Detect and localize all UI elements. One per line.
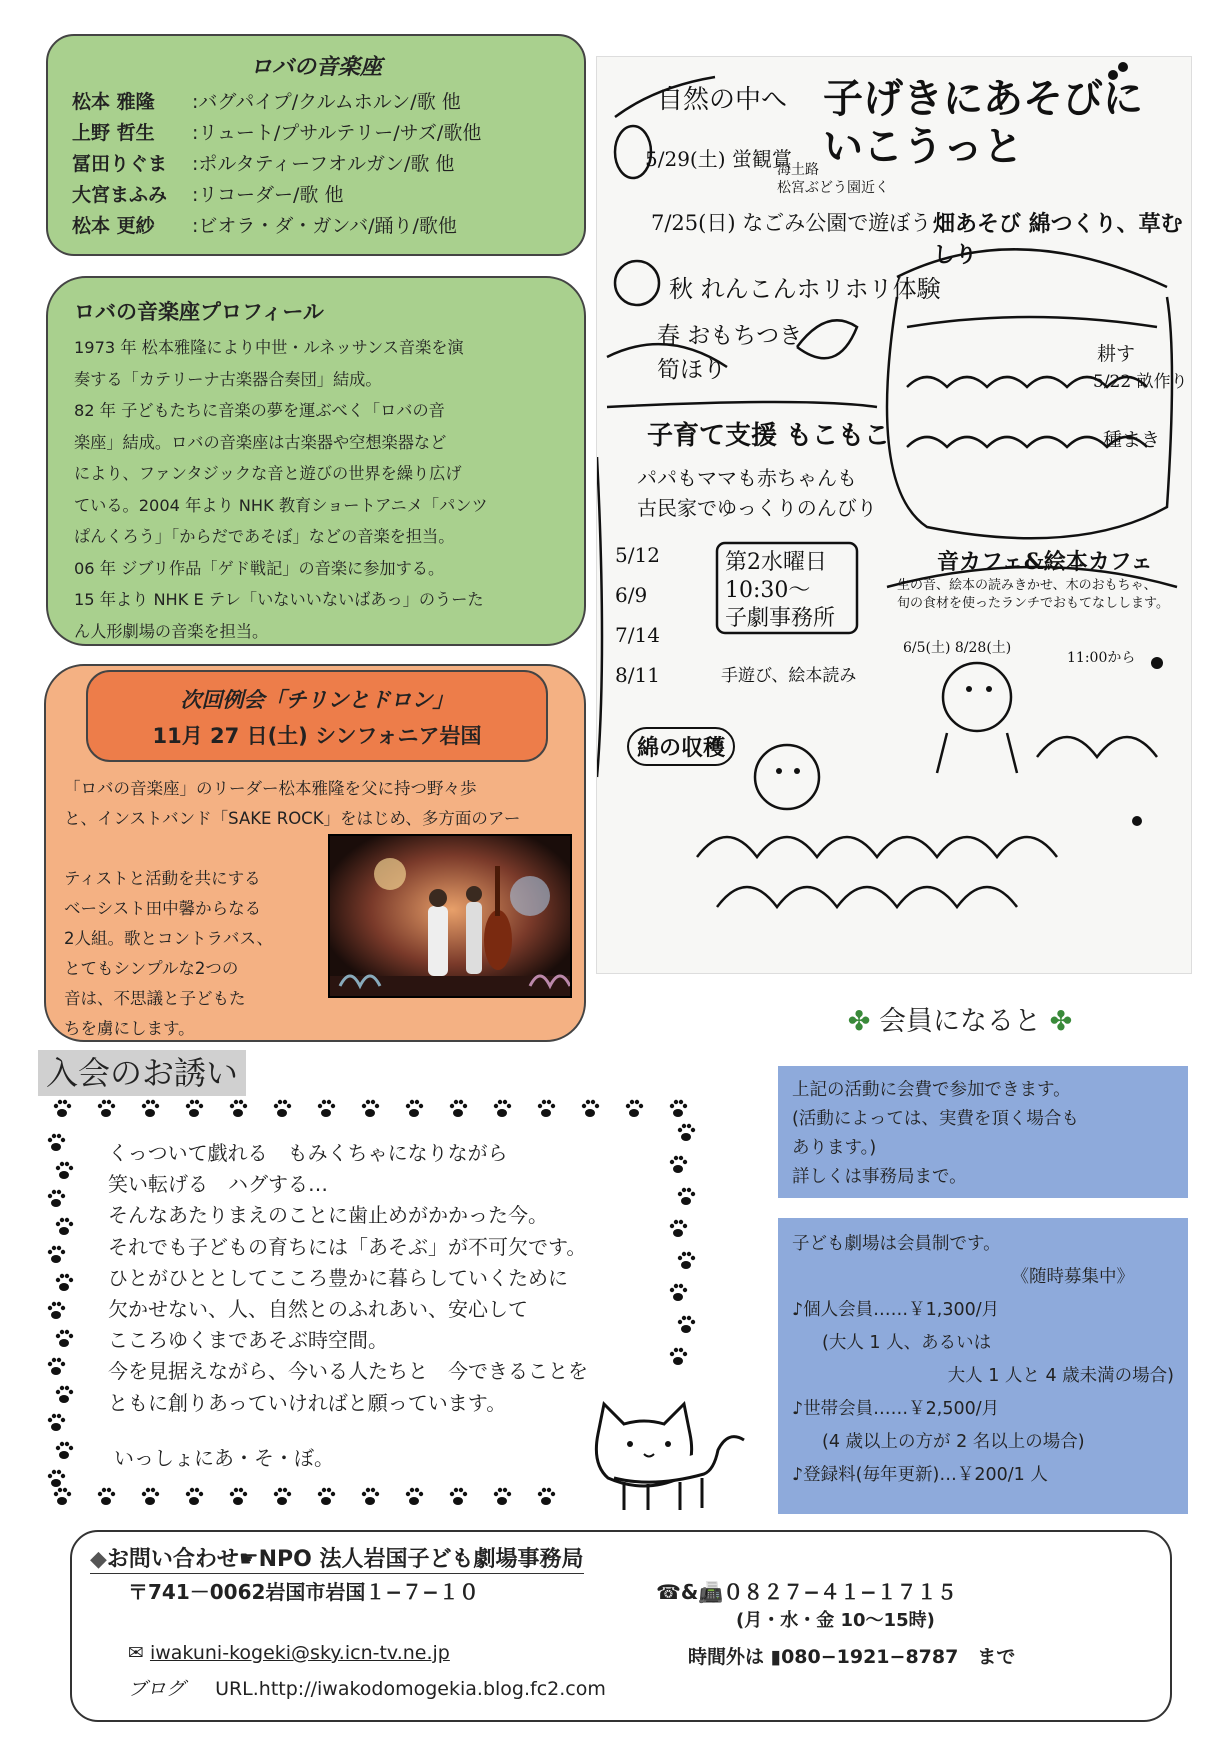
paw-print-icon xyxy=(406,1100,423,1117)
paw-print-icon xyxy=(318,1488,335,1505)
childcare-support-title: 子育て支援 もこもこ xyxy=(647,421,891,451)
paw-print-icon xyxy=(186,1100,203,1117)
members-title: ロバの音楽座 xyxy=(249,55,382,80)
paw-print-icon xyxy=(362,1100,379,1117)
paw-print-icon xyxy=(678,1188,695,1205)
individual-fee: ♪個人会員……￥1,300/月 xyxy=(792,1300,1000,1320)
paw-print-icon xyxy=(450,1100,467,1117)
profile-box xyxy=(46,276,586,646)
membership-fee-box xyxy=(778,1218,1188,1514)
paw-print-icon xyxy=(538,1488,555,1505)
invitation-closing: いっしょにあ・そ・ぼ。 xyxy=(114,1446,334,1470)
nagomi-park-event: 7/25(日) なごみ公園で遊ぼう xyxy=(651,211,932,235)
paw-print-icon xyxy=(98,1488,115,1505)
blog-label: ブログ xyxy=(128,1678,186,1700)
paw-print-icon xyxy=(230,1488,247,1505)
paw-print-icon xyxy=(582,1100,599,1117)
cat-illustration xyxy=(584,1394,754,1514)
family-note: (4 歳以上の方が 2 名以上の場合) xyxy=(822,1432,1085,1452)
membership-benefit-box: 上記の活動に会費で参加できます。 (活動によっては、実費を頂く場合も あります。) 詳しくは事務局まで。 xyxy=(778,1066,1188,1198)
invitation-text: くっついて戯れる もみくちゃになりながら 笑い転げる ハグする… そんなあたりまえのことに歯止めがかかった今。 それでも子どもの育ちには「あそぶ」が不可欠です。 ひとがひととしてこころ豊かに暮らしていくために 欠かせない、人、自然とのふれあい、安心して こころゆくまであそぶ時空間。 今を見据えながら、今いる人たちと 今できることを ともに創りあっていければと願っています。 xyxy=(108,1141,588,1415)
recruiting-note: 《随時募集中》 xyxy=(1011,1267,1134,1287)
paw-print-icon xyxy=(538,1100,555,1117)
clover-icon: ✤ xyxy=(847,1006,871,1037)
membership-heading-text: 会員になると xyxy=(879,1006,1041,1037)
contact-address: 〒741－0062岩国市岩国１−７−１０ xyxy=(128,1580,479,1604)
performers-photo xyxy=(328,834,572,998)
event-title: 次回例会「チリンとドロン」 xyxy=(180,688,454,712)
individual-note-1: (大人 1 人、あるいは xyxy=(822,1333,992,1353)
event-description-cont: ティストと活動を共にする ベーシスト田中馨からなる 2人組。歌とコントラバス、 とてもシンプルな2つの 音は、不思議と子どもた ちを虜にします。 xyxy=(64,869,273,1038)
firefly-event: 5/29(土) 蛍観賞 xyxy=(645,147,792,171)
individual-note-2: 大人 1 人と 4 歳未満の場合) xyxy=(947,1366,1174,1386)
paw-print-icon xyxy=(56,1162,73,1179)
paw-print-icon xyxy=(56,1386,73,1403)
paw-print-icon xyxy=(274,1488,291,1505)
illustration-title: 子げきにあそびにいこうっと xyxy=(823,75,1143,170)
registration-fee: ♪登録料(毎年更新)…￥200/1 人 xyxy=(792,1465,1048,1485)
contact-blog-row xyxy=(128,1674,606,1701)
paw-print-icon xyxy=(670,1284,687,1301)
member-name: 松本 更紗 xyxy=(72,215,155,237)
cotton-harvest: 綿の収穫 xyxy=(627,727,735,766)
paw-print-icon xyxy=(678,1124,695,1141)
cafe-dates: 6/5(土) 8/28(土) xyxy=(903,640,1012,656)
clover-icon: ✤ xyxy=(1049,1006,1073,1037)
contact-after-hours: 時間外は ▮080−1921−8787 まで xyxy=(688,1646,1016,1668)
contact-phone: ☎&📠０８２７−４１−１７１５ xyxy=(656,1580,957,1604)
membership-intro: 子ども劇場は会員制です。 xyxy=(792,1234,1001,1254)
event-header xyxy=(86,670,548,762)
paw-print-icon xyxy=(670,1156,687,1173)
paw-print-icon xyxy=(450,1488,467,1505)
member-row xyxy=(72,87,560,118)
member-row xyxy=(72,118,560,149)
member-name: 上野 哲生 xyxy=(72,122,155,144)
paw-print-icon xyxy=(56,1274,73,1291)
paw-print-icon xyxy=(56,1218,73,1235)
nature-heading: 自然の中へ xyxy=(657,85,788,115)
member-name: 松本 雅隆 xyxy=(72,91,155,113)
mail-icon: ✉ xyxy=(128,1642,144,1664)
paw-print-icon xyxy=(318,1100,335,1117)
event-description: 「ロバの音楽座」のリーダー松本雅隆を父に持つ野々歩 と、インストバンド「SAKE ROCK」をはじめ、多方面のアー xyxy=(64,779,521,828)
paw-print-icon xyxy=(48,1358,65,1375)
paw-print-icon xyxy=(670,1348,687,1365)
paw-print-icon xyxy=(48,1134,65,1151)
paw-print-icon xyxy=(48,1190,65,1207)
member-role: :リュート/プサルテリー/サズ/歌他 xyxy=(192,122,482,144)
paw-print-icon xyxy=(142,1100,159,1117)
profile-title: ロバの音楽座プロフィール xyxy=(74,300,324,324)
support-dates: 5/12 6/9 7/14 8/11 xyxy=(615,543,660,687)
paw-print-icon xyxy=(678,1252,695,1269)
members-box xyxy=(46,34,586,256)
support-schedule: 第2水曜日 10:30〜 子劇事務所 xyxy=(725,550,836,631)
member-row xyxy=(72,180,560,211)
contact-heading xyxy=(90,1542,584,1574)
field-play: 畑あそび 綿つくり、草むしり xyxy=(933,211,1183,268)
firefly-place: 海土路 松宮ぶどう園近く xyxy=(777,162,889,196)
contact-heading-text: お問い合わせ☛NPO 法人岩国子ども劇場事務局 xyxy=(106,1547,584,1572)
paw-print-icon xyxy=(494,1488,511,1505)
paw-print-icon xyxy=(48,1414,65,1431)
profile-body: 1973 年 松本雅隆により中世・ルネッサンス音楽を演 奏する「カテリーナ古楽器合奏団」結成。 82 年 子どもたちに音楽の夢を運ぶべく「ロバの音 楽座」結成。ロバの音楽座は古楽器や空想楽器など により、ファンタジックな音と遊びの世界を繰り広げ ている。2004 年より NHK 教育ショートアニメ「パンツ ぱんくろう」「からだであそぼ」などの音楽を担当。 06 年 ジブリ作品「ゲド戦記」の音楽に参加する。 15 年より NHK E テレ「いないいないばあっ」のうーた ん人形劇場の音楽を担当。 xyxy=(74,338,488,641)
member-name: 大宮まふみ xyxy=(72,184,168,206)
invitation-title: 入会のお誘い xyxy=(38,1050,246,1096)
paw-print-icon xyxy=(274,1100,291,1117)
paw-print-icon xyxy=(494,1100,511,1117)
contact-hours: (月・水・金 10〜15時) xyxy=(736,1610,935,1631)
cafe-title: 音カフェ&絵本カフェ xyxy=(937,549,1153,575)
paw-print-icon xyxy=(48,1302,65,1319)
contact-email-row xyxy=(128,1642,450,1664)
sowing-label: 種まき xyxy=(1103,429,1161,451)
paw-print-icon xyxy=(54,1100,71,1117)
member-row xyxy=(72,149,560,180)
blog-url[interactable]: URL.http://iwakodomogekia.blog.fc2.com xyxy=(215,1678,606,1700)
lotus-root-event: 秋 れんこんホリホリ体験 xyxy=(669,275,941,303)
support-activity: 手遊び、絵本読み xyxy=(721,666,857,686)
paw-print-icon xyxy=(362,1488,379,1505)
member-name: 冨田りぐま xyxy=(72,153,168,175)
activities-illustration xyxy=(596,56,1192,974)
next-event-box xyxy=(44,664,586,1042)
plough-label: 耕す xyxy=(1097,343,1136,365)
member-role: :ポルタティーフオルガン/歌 他 xyxy=(192,153,455,175)
paw-print-icon xyxy=(626,1100,643,1117)
diamond-icon: ◆ xyxy=(90,1547,107,1572)
paw-print-icon xyxy=(670,1220,687,1237)
member-role: :ビオラ・ダ・ガンバ/踊り/歌他 xyxy=(192,215,457,237)
paw-print-icon xyxy=(142,1488,159,1505)
paw-print-icon xyxy=(56,1330,73,1347)
paw-print-icon xyxy=(186,1488,203,1505)
paw-print-icon xyxy=(406,1488,423,1505)
paw-print-icon xyxy=(54,1488,71,1505)
paw-print-icon xyxy=(678,1316,695,1333)
paw-print-icon xyxy=(48,1246,65,1263)
paw-print-icon xyxy=(670,1100,687,1117)
spring-event: 春 おもちつき 筍ほり xyxy=(657,323,803,383)
childcare-support-text: パパもママも赤ちゃんも 古民家でゆっくりのんびり xyxy=(637,466,877,520)
member-row xyxy=(72,211,560,242)
membership-heading xyxy=(790,1000,1130,1044)
cafe-text: 生の音、絵本の読みきかせ、木のおもちゃ、 旬の食材を使ったランチでおもてなしします。 xyxy=(897,578,1169,611)
paw-print-icon xyxy=(230,1100,247,1117)
paw-print-icon xyxy=(48,1470,65,1487)
contact-email[interactable]: iwakuni-kogeki@sky.icn-tv.ne.jp xyxy=(149,1642,450,1664)
event-date-venue: 11月 27 日(土) シンフォニア岩国 xyxy=(152,724,482,748)
member-role: :リコーダー/歌 他 xyxy=(192,184,344,206)
family-fee: ♪世帯会員……￥2,500/月 xyxy=(792,1399,1000,1419)
ridge-label: 5/22 畝作り xyxy=(1093,372,1188,392)
contact-box xyxy=(70,1530,1172,1722)
cafe-time: 11:00から xyxy=(1067,650,1136,666)
member-role: :バグパイプ/クルムホルン/歌 他 xyxy=(192,91,461,113)
paw-print-icon xyxy=(56,1442,73,1459)
paw-print-icon xyxy=(98,1100,115,1117)
